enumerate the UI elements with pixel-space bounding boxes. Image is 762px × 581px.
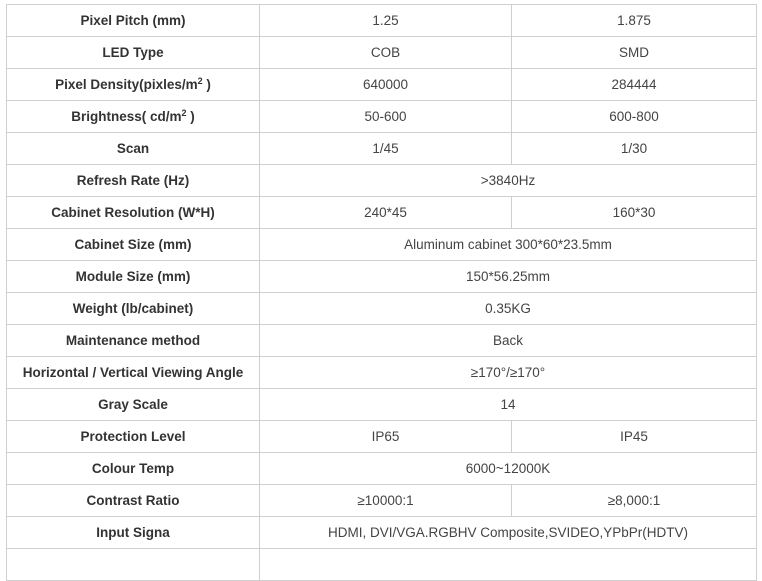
spec-table-body xyxy=(7,5,757,581)
table-row xyxy=(7,453,757,485)
spec-label xyxy=(7,5,260,37)
spec-value-merged: >3840Hz xyxy=(260,165,757,197)
spec-label-text: Pixel Density(pixles/m xyxy=(55,77,198,92)
table-row xyxy=(7,133,757,165)
spec-label-text: Refresh Rate (Hz) xyxy=(76,173,190,188)
spec-label xyxy=(7,453,260,485)
spec-label-superscript: 2 xyxy=(197,76,203,86)
spec-value: 1.875 xyxy=(512,5,757,37)
spec-label-text: Module Size (mm) xyxy=(75,269,191,284)
spec-label xyxy=(7,421,260,453)
spec-label xyxy=(7,229,260,261)
spec-label-suffix: ) xyxy=(186,109,195,124)
spec-value-merged: ≥170°/≥170° xyxy=(260,357,757,389)
spec-value-merged: 6000~12000K xyxy=(260,453,757,485)
spec-label-text: Maintenance method xyxy=(65,333,201,348)
table-row xyxy=(7,69,757,101)
spec-label xyxy=(7,485,260,517)
table-row xyxy=(7,485,757,517)
spec-label xyxy=(7,37,260,69)
spec-label-text: LED Type xyxy=(102,45,164,60)
table-row xyxy=(7,421,757,453)
spec-label xyxy=(7,389,260,421)
table-row xyxy=(7,229,757,261)
spec-value: SMD xyxy=(512,37,757,69)
spec-value: 240*45 xyxy=(260,197,512,229)
spec-label xyxy=(7,261,260,293)
spec-label-text: Colour Temp xyxy=(91,461,175,476)
spec-value: 1/30 xyxy=(512,133,757,165)
spec-label xyxy=(7,517,260,549)
spec-label-text: Cabinet Resolution (W*H) xyxy=(51,205,215,220)
spec-value: ≥10000:1 xyxy=(260,485,512,517)
spec-label-text: Scan xyxy=(116,141,150,156)
table-row xyxy=(7,261,757,293)
spec-label xyxy=(7,293,260,325)
spec-table xyxy=(6,4,757,581)
spec-value-merged: 150*56.25mm xyxy=(260,261,757,293)
spec-value: 284444 xyxy=(512,69,757,101)
spec-label xyxy=(7,357,260,389)
table-row xyxy=(7,37,757,69)
spec-value: COB xyxy=(260,37,512,69)
table-row xyxy=(7,549,757,581)
spec-value: 50-600 xyxy=(260,101,512,133)
spec-value: ≥8,000:1 xyxy=(512,485,757,517)
table-row xyxy=(7,5,757,37)
spec-value: 600-800 xyxy=(512,101,757,133)
spec-value: 1.25 xyxy=(260,5,512,37)
spec-label xyxy=(7,69,260,101)
spec-label-text: Input Signa xyxy=(96,525,170,540)
spec-label-text: Contrast Ratio xyxy=(86,493,180,508)
spec-label-suffix: ) xyxy=(202,77,211,92)
spec-label xyxy=(7,133,260,165)
spec-label xyxy=(7,165,260,197)
table-row xyxy=(7,293,757,325)
spec-value: 640000 xyxy=(260,69,512,101)
spec-value: IP65 xyxy=(260,421,512,453)
spec-value: IP45 xyxy=(512,421,757,453)
spec-value: 160*30 xyxy=(512,197,757,229)
spec-label-text: Brightness( cd/m xyxy=(71,109,182,124)
spec-label-text: Cabinet Size (mm) xyxy=(74,237,192,252)
spec-label-text: Pixel Pitch (mm) xyxy=(80,13,186,28)
table-row xyxy=(7,325,757,357)
table-row xyxy=(7,165,757,197)
spec-label-text: Protection Level xyxy=(80,429,186,444)
spec-value-merged: 14 xyxy=(260,389,757,421)
spec-value-merged: Aluminum cabinet 300*60*23.5mm xyxy=(260,229,757,261)
spec-label-text: Horizontal / Vertical Viewing Angle xyxy=(22,365,244,380)
spec-label-text: Gray Scale xyxy=(98,397,168,412)
spec-value-merged: HDMI, DVI/VGA.RGBHV Composite,SVIDEO,YPbPr(HDTV) xyxy=(260,517,757,549)
table-row xyxy=(7,357,757,389)
spec-value-merged: 0.35KG xyxy=(260,293,757,325)
table-row xyxy=(7,517,757,549)
spec-label xyxy=(7,197,260,229)
table-row xyxy=(7,101,757,133)
table-row xyxy=(7,197,757,229)
spec-value-merged: Back xyxy=(260,325,757,357)
spec-label-text: Weight (lb/cabinet) xyxy=(72,301,194,316)
spec-label xyxy=(7,325,260,357)
table-row xyxy=(7,389,757,421)
spec-label xyxy=(7,549,260,581)
spec-label-superscript: 2 xyxy=(181,108,187,118)
spec-value-merged xyxy=(260,549,757,581)
spec-label xyxy=(7,101,260,133)
spec-value: 1/45 xyxy=(260,133,512,165)
